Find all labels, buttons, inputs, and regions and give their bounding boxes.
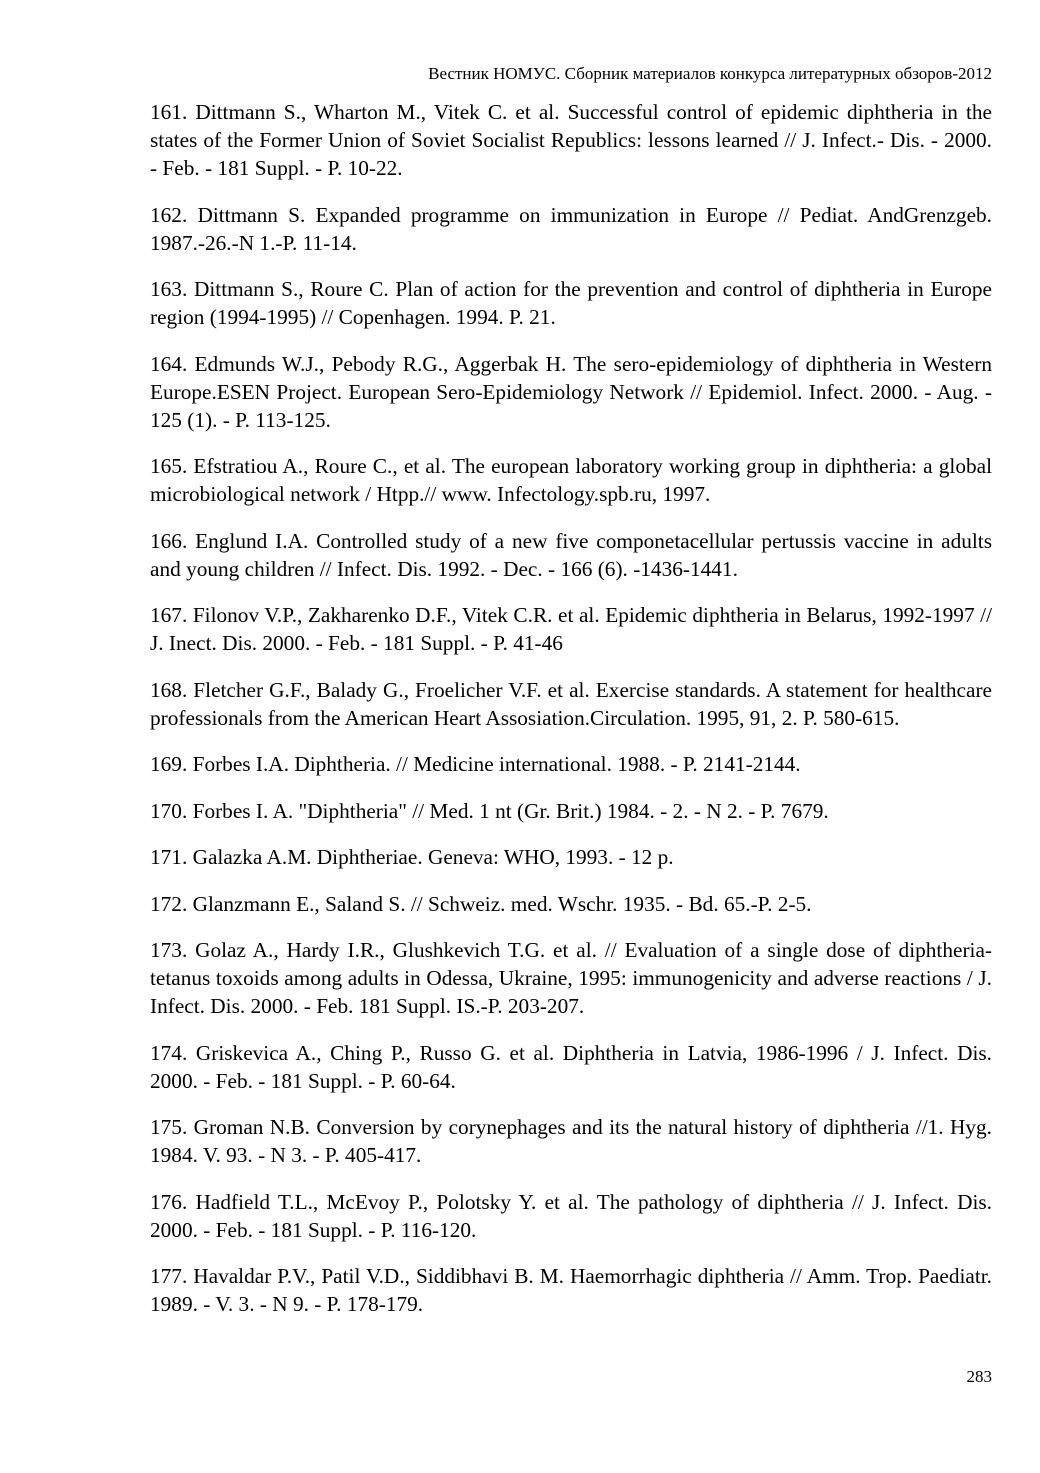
reference-166: 166. Englund I.A. Controlled study of a new five componetacellular pertussis vaccine in adults and young children // Infect. Dis. 1992. - Dec. - 166 (6). -1436-1441. (150, 528, 992, 581)
reference-175: 175. Groman N.B. Conversion by corynephages and its the natural history of diphtheria //1. Hyg. 1984. V. 93. - N 3. - P. 405-417. (150, 1115, 992, 1167)
reference-list (150, 98, 992, 1337)
reference-172: 172. Glanzmann E., Saland S. // Schweiz. med. Wschr. 1935. - Bd. 65.-P. 2-5. (150, 891, 812, 916)
reference-168: 168. Fletcher G.F., Balady G., Froelicher V.F. et al. Exercise standards. A statement for healthcare professionals from the American Heart Assosiation.Circulation. 1995, 91, 2. P. 580-615. (150, 677, 992, 730)
reference-167: 167. Filonov V.P., Zakharenko D.F., Vitek C.R. et al. Epidemic diphtheria in Belarus, 1992-1997 // J. Inect. Dis. 2000. - Feb. - 181 Suppl. - P. 41-46 (150, 603, 992, 655)
running-header: Вестник НОМУС. Сборник материалов конкурса литературных обзоров-2012 (428, 64, 992, 83)
reference-164: 164. Edmunds W.J., Pebody R.G., Aggerbak H. The sero-epidemiology of diphtheria in Western Europe.ESEN Project. European Sero-Epidemiology Network // Epidemiol. Infect. 2000. - Aug. - 125 (1). - P. 113-125. (150, 351, 992, 432)
reference-162: 162. Dittmann S. Expanded programme on immunization in Europe // Pediat. AndGrenzgeb. 1987.-26.-N 1.-P. 11-14. (150, 202, 992, 255)
reference-176: 176. Hadfield T.L., McEvoy P., Polotsky Y. et al. The pathology of diphtheria // J. Infect. Dis. 2000. - Feb. - 181 Suppl. - P. 116-120. (150, 1189, 992, 1242)
reference-171: 171. Galazka A.M. Diphtheriae. Geneva: WHO, 1993. - 12 p. (150, 845, 674, 869)
reference-161: 161. Dittmann S., Wharton M., Vitek C. et al. Successful control of epidemic diphtheria in the states of the Former Union of Soviet Socialist Republics: lessons learned // J. Infect.- Dis. - 2000. - Feb. - 181 Suppl. - P. 10-22. (150, 100, 992, 180)
reference-177: 177. Havaldar P.V., Patil V.D., Siddibhavi B. M. Haemorrhagic diphtheria // Amm. Trop. Paediatr. 1989. - V. 3. - N 9. - P. 178-179. (150, 1264, 992, 1316)
reference-174: 174. Griskevica A., Ching P., Russo G. et al. Diphtheria in Latvia, 1986-1996 / J. Infect. Dis. 2000. - Feb. - 181 Suppl. - P. 60-64. (150, 1040, 992, 1093)
reference-173: 173. Golaz A., Hardy I.R., Glushkevich T.G. et al. // Evaluation of a single dose of diphtheria-tetanus toxoids among adults in Odessa, Ukraine, 1995: immunogenicity and adverse reactions / J. Infect. Dis. 2000. - Feb. 181 Suppl. IS.-P. 203-207. (150, 938, 992, 1018)
page-number: 283 (966, 1367, 992, 1386)
reference-165: 165. Efstratiou A., Roure C., et al. The european laboratory working group in diphtheria: a global microbiological network / Htpp.// www. Infectology.spb.ru, 1997. (150, 454, 992, 506)
reference-169: 169. Forbes I.A. Diphtheria. // Medicine international. 1988. - P. 2141-2144. (150, 752, 801, 776)
reference-170: 170. Forbes I. A. "Diphtheria" // Med. 1 nt (Gr. Brit.) 1984. - 2. - N 2. - P. 7679. (150, 798, 829, 823)
reference-163: 163. Dittmann S., Roure C. Plan of action for the prevention and control of diphtheria in Europe region (1994-1995) // Copenhagen. 1994. P. 21. (150, 277, 992, 329)
